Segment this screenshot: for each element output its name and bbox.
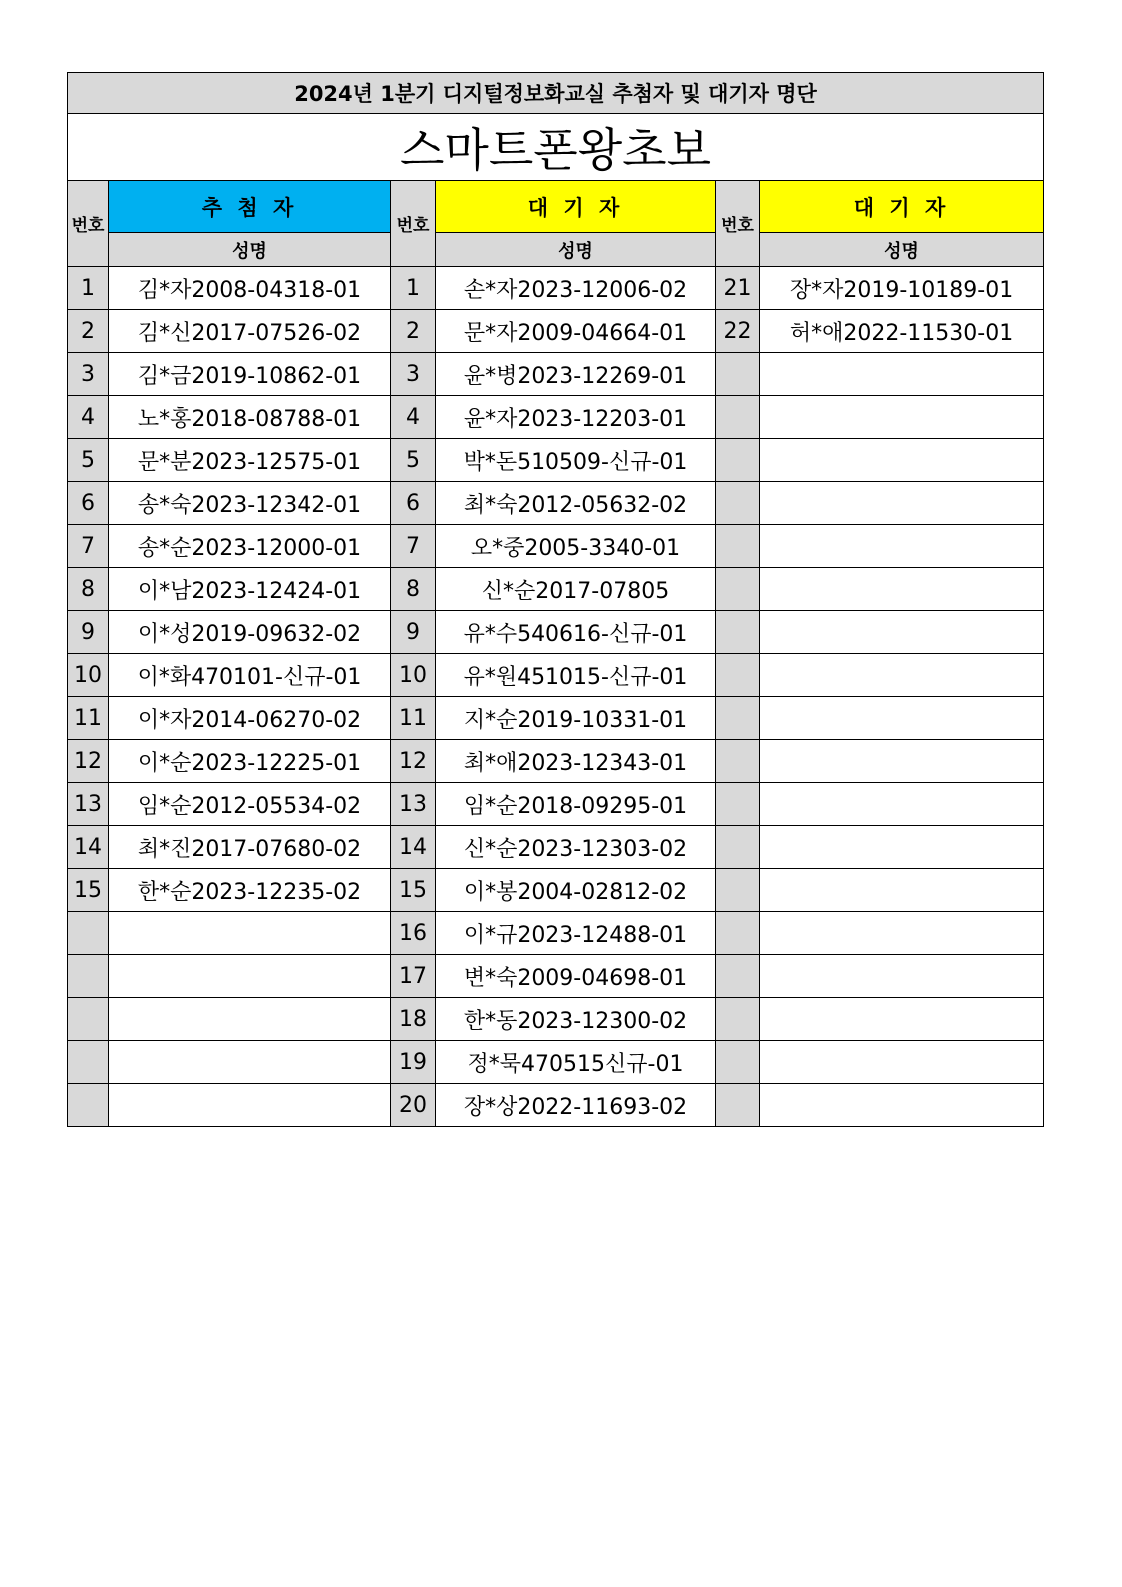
waitlist2-number-cell <box>716 1084 760 1127</box>
drawn-name-cell: 송*숙2023-12342-01 <box>109 482 391 525</box>
waitlist-name-cell: 문*자2009-04664-01 <box>436 310 716 353</box>
waitlist2-number-cell <box>716 998 760 1041</box>
page-title: 2024년 1분기 디지털정보화교실 추첨자 및 대기자 명단 <box>68 73 1044 114</box>
drawn-number-cell: 3 <box>68 353 109 396</box>
waitlist-name-cell: 손*자2023-12006-02 <box>436 267 716 310</box>
drawn-number-cell: 2 <box>68 310 109 353</box>
waitlist2-name-cell <box>760 783 1044 826</box>
waitlist-name-cell: 윤*자2023-12203-01 <box>436 396 716 439</box>
waitlist-number-cell: 16 <box>391 912 436 955</box>
table-row <box>68 353 1044 396</box>
drawn-name-cell: 김*자2008-04318-01 <box>109 267 391 310</box>
waitlist-number-cell: 20 <box>391 1084 436 1127</box>
drawn-number-cell: 11 <box>68 697 109 740</box>
drawn-number-cell <box>68 955 109 998</box>
table-row <box>68 568 1044 611</box>
waitlist-name-cell: 유*수540616-신규-01 <box>436 611 716 654</box>
drawn-number-cell: 8 <box>68 568 109 611</box>
name-header: 성명 <box>109 233 391 267</box>
waitlist-name-cell: 윤*병2023-12269-01 <box>436 353 716 396</box>
waitlist2-number-cell <box>716 568 760 611</box>
table-row <box>68 697 1044 740</box>
drawn-number-cell: 13 <box>68 783 109 826</box>
waitlist-name-cell: 최*애2023-12343-01 <box>436 740 716 783</box>
table-row <box>68 912 1044 955</box>
drawn-name-cell: 이*화470101-신규-01 <box>109 654 391 697</box>
waitlist2-name-cell <box>760 869 1044 912</box>
waitlist2-name-cell <box>760 654 1044 697</box>
waitlist2-name-cell <box>760 482 1044 525</box>
waitlist-name-cell: 유*원451015-신규-01 <box>436 654 716 697</box>
waitlist2-header: 대 기 자 <box>760 181 1044 233</box>
waitlist-number-cell: 10 <box>391 654 436 697</box>
waitlist2-name-cell <box>760 353 1044 396</box>
waitlist2-name-cell <box>760 611 1044 654</box>
waitlist-name-cell: 지*순2019-10331-01 <box>436 697 716 740</box>
waitlist2-number-cell: 22 <box>716 310 760 353</box>
table-row <box>68 998 1044 1041</box>
waitlist-number-cell: 5 <box>391 439 436 482</box>
table-row <box>68 955 1044 998</box>
waitlist-number-cell: 18 <box>391 998 436 1041</box>
waitlist2-number-cell <box>716 955 760 998</box>
table-row <box>68 869 1044 912</box>
waitlist-name-cell: 최*숙2012-05632-02 <box>436 482 716 525</box>
waitlist2-number-cell <box>716 611 760 654</box>
number-header: 번호 <box>68 181 109 267</box>
waitlist2-number-cell <box>716 396 760 439</box>
table-row <box>68 310 1044 353</box>
waitlist-number-cell: 15 <box>391 869 436 912</box>
waitlist-name-cell: 이*봉2004-02812-02 <box>436 869 716 912</box>
waitlist-number-cell: 3 <box>391 353 436 396</box>
drawn-number-cell: 7 <box>68 525 109 568</box>
drawn-name-cell <box>109 955 391 998</box>
waitlist2-name-cell <box>760 826 1044 869</box>
drawn-name-cell <box>109 1084 391 1127</box>
waitlist-number-cell: 1 <box>391 267 436 310</box>
waitlist2-name-cell <box>760 439 1044 482</box>
drawn-name-cell: 최*진2017-07680-02 <box>109 826 391 869</box>
number-header: 번호 <box>391 181 436 267</box>
waitlist-name-cell: 한*동2023-12300-02 <box>436 998 716 1041</box>
waitlist2-number-cell <box>716 869 760 912</box>
waitlist2-number-cell: 21 <box>716 267 760 310</box>
waitlist2-name-cell: 허*애2022-11530-01 <box>760 310 1044 353</box>
waitlist2-name-cell <box>760 568 1044 611</box>
roster-table <box>67 72 1044 1127</box>
waitlist2-name-cell <box>760 396 1044 439</box>
waitlist-name-cell: 정*묵470515신규-01 <box>436 1041 716 1084</box>
waitlist2-name-cell <box>760 912 1044 955</box>
waitlist-name-cell: 이*규2023-12488-01 <box>436 912 716 955</box>
waitlist-number-cell: 4 <box>391 396 436 439</box>
waitlist2-number-cell <box>716 783 760 826</box>
drawn-number-cell <box>68 912 109 955</box>
waitlist2-name-cell <box>760 1084 1044 1127</box>
table-row <box>68 826 1044 869</box>
waitlist-number-cell: 7 <box>391 525 436 568</box>
waitlist2-name-cell <box>760 525 1044 568</box>
waitlist2-number-cell <box>716 482 760 525</box>
class-name-heading: 스마트폰왕초보 <box>68 114 1044 181</box>
waitlist2-name-cell <box>760 1041 1044 1084</box>
waitlist-number-cell: 9 <box>391 611 436 654</box>
waitlist-number-cell: 19 <box>391 1041 436 1084</box>
waitlist-name-cell: 변*숙2009-04698-01 <box>436 955 716 998</box>
waitlist2-number-cell <box>716 654 760 697</box>
drawn-number-cell: 10 <box>68 654 109 697</box>
waitlist-header: 대 기 자 <box>436 181 716 233</box>
drawn-number-cell: 9 <box>68 611 109 654</box>
drawn-name-cell: 문*분2023-12575-01 <box>109 439 391 482</box>
table-row <box>68 783 1044 826</box>
drawn-number-cell: 4 <box>68 396 109 439</box>
waitlist-number-cell: 12 <box>391 740 436 783</box>
waitlist2-number-cell <box>716 697 760 740</box>
drawn-number-cell: 14 <box>68 826 109 869</box>
waitlist2-name-cell <box>760 697 1044 740</box>
waitlist-number-cell: 11 <box>391 697 436 740</box>
name-header: 성명 <box>760 233 1044 267</box>
number-header: 번호 <box>716 181 760 267</box>
drawn-number-cell: 1 <box>68 267 109 310</box>
drawn-name-cell: 이*성2019-09632-02 <box>109 611 391 654</box>
drawn-name-cell: 이*자2014-06270-02 <box>109 697 391 740</box>
drawn-name-cell: 이*순2023-12225-01 <box>109 740 391 783</box>
waitlist-name-cell: 오*중2005-3340-01 <box>436 525 716 568</box>
table-row <box>68 396 1044 439</box>
drawn-number-cell: 6 <box>68 482 109 525</box>
waitlist-number-cell: 8 <box>391 568 436 611</box>
waitlist2-name-cell <box>760 740 1044 783</box>
drawn-name-cell: 한*순2023-12235-02 <box>109 869 391 912</box>
waitlist-number-cell: 17 <box>391 955 436 998</box>
drawn-name-cell: 노*홍2018-08788-01 <box>109 396 391 439</box>
waitlist-number-cell: 13 <box>391 783 436 826</box>
table-row <box>68 439 1044 482</box>
table-row <box>68 482 1044 525</box>
drawn-number-cell: 15 <box>68 869 109 912</box>
drawn-name-cell: 김*신2017-07526-02 <box>109 310 391 353</box>
waitlist-name-cell: 신*순2023-12303-02 <box>436 826 716 869</box>
table-row <box>68 611 1044 654</box>
waitlist-name-cell: 박*돈510509-신규-01 <box>436 439 716 482</box>
name-header: 성명 <box>436 233 716 267</box>
table-row <box>68 654 1044 697</box>
drawn-name-cell <box>109 912 391 955</box>
waitlist-name-cell: 임*순2018-09295-01 <box>436 783 716 826</box>
waitlist2-number-cell <box>716 912 760 955</box>
drawn-number-cell: 5 <box>68 439 109 482</box>
table-row <box>68 1084 1044 1127</box>
waitlist2-name-cell <box>760 955 1044 998</box>
drawn-name-cell: 송*순2023-12000-01 <box>109 525 391 568</box>
drawn-name-cell <box>109 1041 391 1084</box>
waitlist-name-cell: 신*순2017-07805 <box>436 568 716 611</box>
drawn-number-cell <box>68 1041 109 1084</box>
drawn-number-cell <box>68 998 109 1041</box>
drawn-name-cell: 임*순2012-05534-02 <box>109 783 391 826</box>
waitlist-number-cell: 6 <box>391 482 436 525</box>
table-row <box>68 740 1044 783</box>
waitlist2-number-cell <box>716 439 760 482</box>
waitlist2-name-cell <box>760 998 1044 1041</box>
drawn-number-cell <box>68 1084 109 1127</box>
table-row <box>68 1041 1044 1084</box>
waitlist2-number-cell <box>716 525 760 568</box>
table-row <box>68 525 1044 568</box>
waitlist-number-cell: 2 <box>391 310 436 353</box>
drawn-number-cell: 12 <box>68 740 109 783</box>
drawn-header: 추 첨 자 <box>109 181 391 233</box>
waitlist2-number-cell <box>716 740 760 783</box>
waitlist2-number-cell <box>716 1041 760 1084</box>
waitlist-number-cell: 14 <box>391 826 436 869</box>
drawn-name-cell: 이*남2023-12424-01 <box>109 568 391 611</box>
waitlist2-name-cell: 장*자2019-10189-01 <box>760 267 1044 310</box>
waitlist2-number-cell <box>716 826 760 869</box>
drawn-name-cell: 김*금2019-10862-01 <box>109 353 391 396</box>
waitlist2-number-cell <box>716 353 760 396</box>
waitlist-name-cell: 장*상2022-11693-02 <box>436 1084 716 1127</box>
drawn-name-cell <box>109 998 391 1041</box>
table-row <box>68 267 1044 310</box>
